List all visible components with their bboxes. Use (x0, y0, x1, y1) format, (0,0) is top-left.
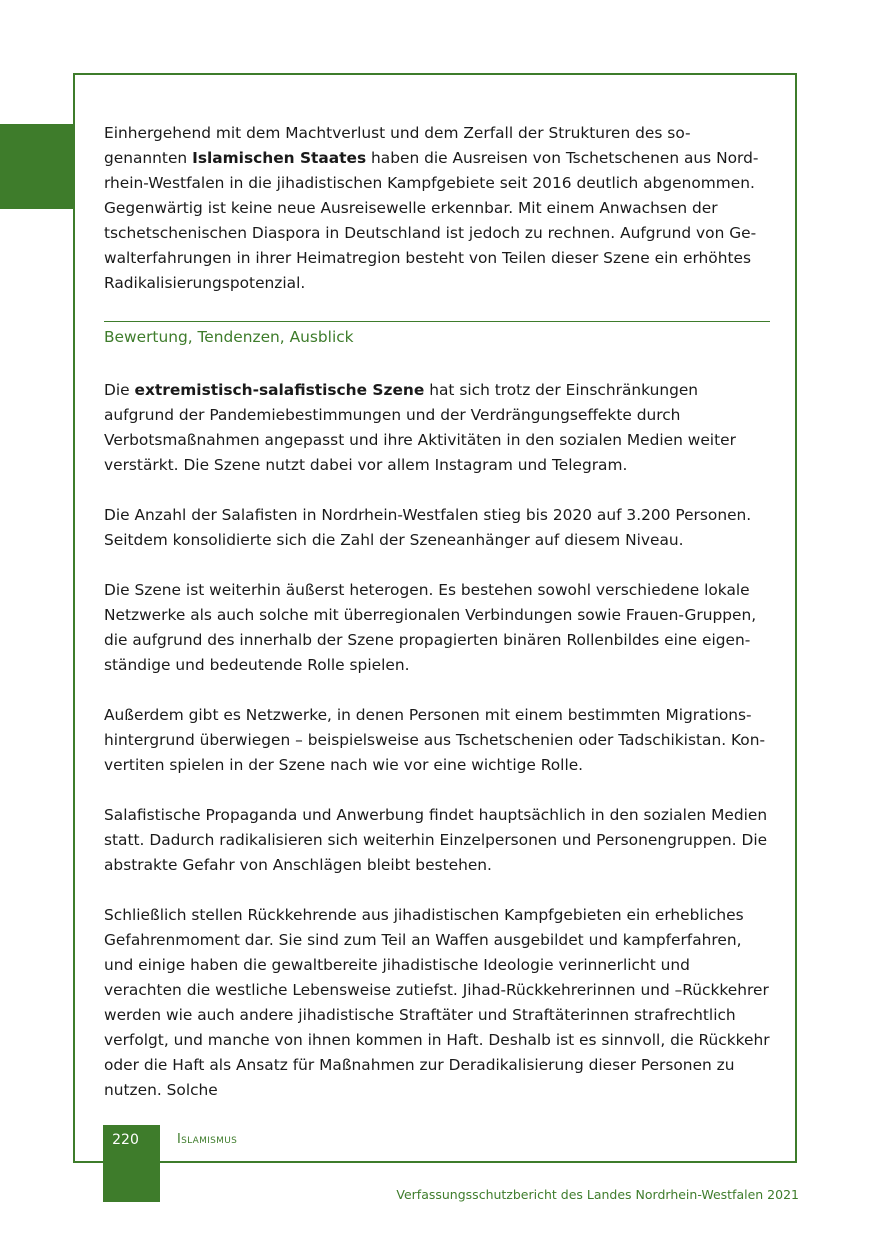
paragraph-netzwerke: Außerdem gibt es Netzwerke, in denen Personen mit einem bestimmten Migrations-hintergrund überwiegen – beispielsweise aus Tschetschenien oder Tadschikistan. Kon-vertiten spielen in der Szene nach wie vor eine wichtige Rolle. (104, 706, 766, 774)
paragraph-text: haben die Ausreisen von Tschetschenen aus Nord-rhein-Westfalen in die jihadistischen Kampfgebiete seit 2016 deutlich abgenommen. Gegenwärtig ist keine neue Ausreisewelle erkennbar. Mit einem Anwachsen der tschetschenischen Diaspora in Deutschland ist jedoch zu rechnen. Aufgrund von Ge-walterfahrungen in ihrer Heimatregion besteht von Teilen dieser Szene ein erhöhtes Radikalisierungspotenzial. (104, 149, 759, 292)
running-head-chapter: Islamismus (177, 1132, 238, 1147)
section-heading: Bewertung, Tendenzen, Ausblick (104, 328, 354, 346)
main-text (104, 121, 770, 1128)
paragraph-text: hat sich trotz der Einschränkungen aufgrund der Pandemiebestimmungen und der Verdrängungseffekte durch Verbotsmaßnahmen angepasst und ihre Aktivitäten in den sozialen Medien weiter verstärkt. Die Szene nutzt dabei vor allem Instagram und Telegram. (104, 381, 736, 474)
paragraph-anzahl-salafisten: Die Anzahl der Salafisten in Nordrhein-Westfalen stieg bis 2020 auf 3.200 Personen. Seitdem konsolidierte sich die Zahl der Szeneanhänger auf diesem Niveau. (104, 506, 752, 549)
paragraph-propaganda: Salafistische Propaganda und Anwerbung findet hauptsächlich in den sozialen Medien statt. Dadurch radikalisieren sich weiterhin Einzelpersonen und Personengruppen. Die abstrakte Gefahr von Anschlägen bleibt bestehen. (104, 806, 768, 874)
page-number: 220 (112, 1132, 139, 1148)
paragraph-heterogen: Die Szene ist weiterhin äußerst heterogen. Es bestehen sowohl verschiedene lokale Netzwerke als auch solche mit überregionalen Verbindungen sowie Frauen-Gruppen, die aufgrund des innerhalb der Szene propagierten binären Rollenbildes eine eigen-ständige und bedeutende Rolle spielen. (104, 581, 757, 674)
bold-term-islamischer-staat: Islamischen Staates (192, 149, 367, 167)
paragraph-text: Die (104, 381, 135, 399)
chapter-tab-marker (0, 124, 74, 209)
paragraph-rueckkehrende: Schließlich stellen Rückkehrende aus jihadistischen Kampfgebieten ein erhebliches Gefahrenmoment dar. Sie sind zum Teil an Waffen ausgebildet und kampferfahren, und einige haben die gewaltbereite jihadistische Ideologie verinnerlicht und verachten die westliche Lebensweise zutiefst. Jihad-Rückkehrerinnen und –Rückkehrer werden wie auch andere jihadistische Straftäter und Straftäterinnen strafrechtlich verfolgt, und manche von ihnen kommen in Haft. Deshalb ist es sinnvoll, die Rückkehr oder die Haft als Ansatz für Maßnahmen zur Deradikalisierung dieser Personen zu nutzen. Solche (104, 906, 770, 1099)
paragraph-salafistische-szene (104, 378, 770, 478)
paragraph-ausreisen (104, 121, 770, 296)
paragraph-text: Einhergehend mit dem Machtverlust und dem Zerfall der Strukturen des so-genannten (104, 124, 691, 167)
bold-term-salafistische-szene: extremistisch-salafistische Szene (134, 381, 425, 399)
publication-title: Verfassungsschutzbericht des Landes Nordrhein-Westfalen 2021 (396, 1187, 799, 1202)
